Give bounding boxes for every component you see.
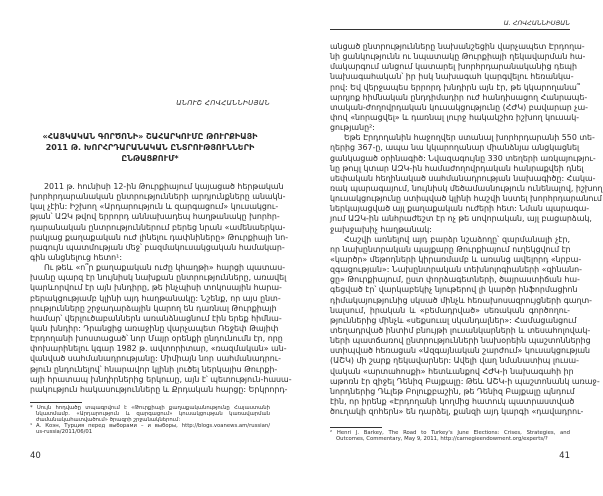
text-line: (ԱՇԿ) մի շարք ղեկավարներ: Ավելի վաղ նմանատիպ լուսա- (330, 356, 579, 366)
text-line: զգացության»: Նախընտրական տեխնոլոգիաների «զինանո- (330, 265, 583, 275)
text-line: ցը» Թուրքիայում, ըստ փորձագետների, ծայրաստիճան հա- (330, 275, 580, 285)
title-line: ԸՆԹԱՑՔՈՒՄ* (121, 154, 179, 163)
text-line: յում ԱԶԿ-ին անհրաժեշտ էր ոչ թե սովորական, այլ բացարձակ, (330, 214, 592, 224)
text-line: տեղադրված ինտիմ բնույթի լուսանկարների և տեսահոլովակ- (330, 325, 591, 335)
footnotes (30, 405, 270, 435)
text-line: վական «արտահոսքի» հետևանքով ՀԺԿ-ի նախագահի իր (330, 366, 574, 376)
text-line: նախագահական՝ իր իսկ նախագահ կարգվելու հեռանկա- (330, 72, 574, 82)
text-line: ծուղակի զոհերն» են դարձել, քանզի այդ կարգի «դավադրու- (330, 407, 584, 417)
text-line: թյուններից մինչև «սեքսուալ սկանդալներ»: Համացանցում (330, 315, 577, 325)
text-line: վանված սահմանադրությանը: Միմիայն նոր սահմանադրու- (30, 354, 282, 364)
text-line: Հաշվի առնելով այդ բարձր նշաձողը՝ զարմանալի չէր, (344, 234, 570, 244)
footnote-line: Outcomes, Commentary, May 9, 2011, http://carnegieendowment.org/experts/? (336, 436, 548, 442)
text-line: նորդներից Դևլեթ Բոլուքբաշին, թե Դենիզ Բայքալը պնդում (330, 386, 575, 396)
text-line: խանը պարզ էր նույնիսկ նախքան ընտրությունները, առավել (30, 273, 287, 283)
text-line: ցությանը²: (330, 123, 375, 133)
text-line: էին, որ իրենք «Էրդողանի կողմից հատուկ պատրաստված (330, 396, 575, 406)
text-line: կալ չէին: Իշխող «Արդարություն և զարգացում» կուսակցու- (30, 202, 279, 212)
left-page (0, 0, 300, 496)
text-line: 2011 թ. հունիսի 12-ին Թուրքիայում կայացած հերթական (44, 182, 284, 191)
text-line: կան խնդիր: Դրանցից առաջինը վարչապետ Ռեջեփ Թայիփ (30, 323, 279, 333)
text-line: թյուն ընդունելով՝ հնարավոր կլինի լուծել ներկայիս Թուրքի- (30, 364, 278, 374)
text-line: Ու թեև «ո՞ր քաղաքական ուժը կհաղթի» հարցի պատաս- (44, 263, 286, 273)
text-line: գեցված էր՝ վարկաբեկիչ նյութերով լի կարծր ինֆորմացիոն (330, 285, 578, 295)
text-line: գին անցնելուց հետո¹: (30, 252, 122, 262)
text-line: րությունները շրջադարձային կարող են դառնալ Թուրքիայի (30, 303, 277, 313)
footnotes (330, 430, 570, 442)
footnote-line: ² Henri J. Barkey, The Road to Turkey's June Elections: Crises, Strategies, and (330, 430, 570, 436)
text-line: փոխարինելու կգար 1982 թ. ավտորիտար, «ռազմական» ան- (30, 344, 287, 354)
text-line: ջախջախիչ հաղթանակ: (330, 224, 432, 234)
running-head: Ա. ՀՈՎՀԱՆՆԻՍՅԱՆ (330, 19, 570, 30)
footnote-line: նկատմամբ. «Արդարություն և զարգացում» կուսակցության կառավարման (36, 411, 270, 417)
footnote-line: ժամանակահատվածում» ծրագրի շրջանակներում: (36, 417, 181, 423)
footnote-divider (30, 402, 82, 403)
title-line: 2011 Թ. ԽՈՐՀՐԴԱՐԱՆԱԿԱՆ ԸՆՏՐՈՒԹՅՈՒՆՆԵՐԻ (45, 143, 255, 152)
text-line: նալսում, իրական և «բեմադրված» սեռական գործողու- (330, 305, 570, 315)
text-line: ներկայացված այլ քաղաքական ուժերի հետ: Նման պարագա- (330, 204, 590, 214)
text-line: այի հրատապ խնդիրներից երկուսը, այն է՝ պետություն-հասա- (30, 374, 292, 384)
page-number: 40 (30, 451, 41, 461)
right-page (300, 0, 603, 496)
text-line: արդյոք հիմնական ընդդիմադիր ուժ հանդիսացող Հանրապե- (330, 92, 588, 102)
footnote-divider (330, 427, 382, 428)
text-line: նի ցանկությունն ու նպատակը Թուրքիայի ղեկավարման հա- (330, 52, 586, 62)
text-line: մակարգում անցում կատարել խորհրդարանականից դեպի (330, 62, 577, 72)
text-line: աթոռն էր զիջել Դենիզ Բայքալը: Թեև ԱՇԿ-ի պաշտոնանկ առաջ- (330, 376, 600, 386)
text-line: կարևորվում էր այն խնդիրը, թե ինչպիսի տոկոսային հարա- (30, 283, 282, 293)
text-line: տական-ժողովրդական կուսակցությունը (ՀԺԿ) բավարար չա- (330, 102, 589, 112)
footnote-line: * Սույն հոդվածը տպագրվում է «Թուրքիայի քաղաքականությունը Հայաստանի (30, 405, 270, 411)
title-line: «ՀԱՅԿԱԿԱՆ ԳՈՐԾՈՆԻ» ՇԱՀԱՐԿՈՒՄԸ ԹՈՒՐՔԻԱՅԻ (42, 132, 258, 141)
text-line: ռակ պարագայում, նույնիսկ մեծամասնություն ունենալով, իշխող (330, 183, 603, 193)
text-line: րով: Եվ վերջապես երրորդ խնդիրն այն էր, թե կկարողանա՞ (330, 82, 580, 92)
text-line: որ նախընտրական պայքարը Թուրքիայում ուղեկցվում էր (330, 244, 571, 254)
text-line: րակություն հակասությունները և Քրդական հարցը: Երկրորդ- (30, 384, 288, 394)
text-line: անցած ընտրությունները նախանշեցին վարչապետ Էրդողա- (330, 42, 585, 51)
text-line: թյան՝ ԱԶԿ թվով երրորդ աննախադեպ հաղթանակը խորհր- (30, 212, 280, 222)
text-line: «կարծր» մեթոդների կիրառմամբ և առանց ավելորդ «նրբա- (330, 254, 582, 264)
text-line: բերակցությամբ կլինի այդ հաղթանակը: Նշենք, որ այս ընտ- (30, 293, 281, 303)
text-line: ների պատճառով ընտրությունների նախօրեին պաշտոններից (330, 336, 591, 346)
text-line: ցանկացած օրինագիծ: Նվազագույնը 330 տեղերի առկայությու- (330, 153, 596, 163)
text-line: խորհրդարանական ընտրությունների արդյունքները անակն- (30, 192, 286, 202)
body-text (330, 42, 603, 417)
text-line: կուսակցությունը ստիպված կլինի հաշվի նստել խորհրդարանում (330, 194, 602, 204)
author-name: ԱՆՈՒՇ ՀՈՎՀԱՆՆԻՍՅԱՆ (176, 99, 270, 107)
text-line: համար՝ վերլուծաբաններն առանձնացնում էին երեք հիմնա- (30, 313, 282, 323)
footnote-line: us-russia/2011/06/01 (36, 429, 93, 435)
text-line: Էրդողանի խոստացած՝ նոր Մայր օրենքի ընդունումն էր, որը (30, 334, 283, 344)
text-line: նը թույլ կտար ԱԶԿ-ին համաժողովրդական հանրաքվեի դնել (330, 163, 584, 173)
text-line: սեփական հեղինակած սահմանադրության նախագիծը: Հակա- (330, 173, 596, 183)
text-line: փով «նորացվել» և դառնալ լուրջ հակակշիռ իշխող կուսակ- (330, 112, 580, 122)
text-line: դիմակայությունից սկսած մինչև հեռախոսազրույցների գաղտ- (330, 295, 593, 305)
article-title (30, 131, 270, 164)
body-text (30, 182, 292, 395)
text-line: ղերից 367-ը, ապա նա կկարողանար միանձնյա անցկացնել (330, 143, 580, 153)
text-line: ստիպված հեռացան «Ազգայնական շարժում» կուսակցության (330, 346, 591, 356)
page-number: 41 (559, 451, 570, 461)
footnote-line: ¹ А. Коэн, Турция перед выборами – и выборы, http://blogs.voanews.am/russian/ (30, 423, 270, 429)
text-line: րակյաց քաղաքական ուժ լինելու դափնիները» Թուրքիայի նո- (30, 232, 289, 242)
text-line: րագույն պատմության մեջ՝ բազմակուսակցական համակար- (30, 242, 285, 252)
text-line: Եթե Էրդողանին հաջողվեր ստանալ խորհրդարանի 550 տե- (344, 133, 595, 143)
text-line: դարանական ընտրություններում բերեց նրան «ամենաերկա- (30, 222, 286, 232)
